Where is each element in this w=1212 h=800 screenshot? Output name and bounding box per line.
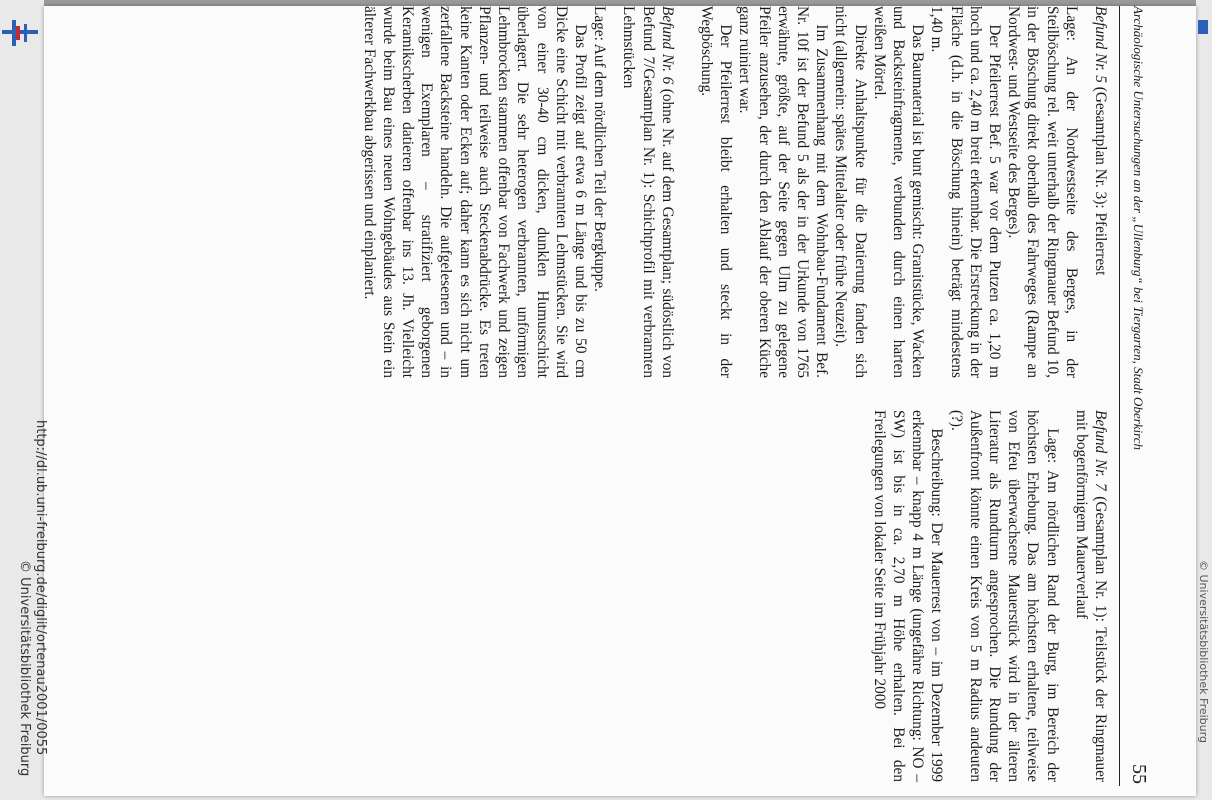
befund-5-paragraph-4: Direkte Anhaltspunkte für die Datierung fanden sich nicht (allgemein: spätes Mittelalter oder frühe Neuzeit). [832, 6, 869, 378]
page-content [56, 6, 1156, 786]
befund-5-label: Befund Nr. 5 [1092, 6, 1109, 83]
side-url-text: http://dl.ub.uni-freiburg.de/diglit/ortenau2001/0055 [33, 420, 48, 756]
befund-7-beschreibung: Beschreibung: Der Mauerrest von – im Dezember 1999 erkennbar – knapp 4 m Länge (ungefähre Richtung: NO – SW) ist bis in ca. 2,70 m Höhe erhalten. Bei den Freilegungen von lokaler Seite im Frühjahr 2000 [870, 410, 946, 782]
befund-5-title: (Gesamtplan Nr. 3): Pfeilerrest [1092, 82, 1109, 276]
befund-6-heading [619, 6, 677, 378]
left-column [359, 6, 1110, 378]
side-right-copyright: © Universitätsbibliothek Freiburg [1197, 560, 1210, 743]
page-header [1119, 6, 1156, 786]
befund-7-label: Befund Nr. 7 [1092, 410, 1109, 491]
side-copyright-text: © Universitätsbibliothek Freiburg [17, 560, 32, 777]
befund-6-lage: Lage: Auf dem nördlichen Teil der Bergkuppe. [591, 6, 609, 292]
befund-7-lage: Lage: Am nördlichen Rand der Burg, im Bereich der höchsten Erhebung. Das am höchsten erhaltene, teilweise von Efeu überwachsene Mauerstück wird in der älteren Literatur als Rundturm angesprochen. Die Rundung der Außenfront könnte einen Kreis von 5 m Radius andeuten (?). [947, 410, 1061, 782]
right-column [870, 410, 1110, 782]
befund-5-paragraph-2: Der Pfeilerrest Bef. 5 war vor dem Putzen ca. 1,20 m hoch und ca. 2,40 m breit erkennbar. Die Erstreckung in der Fläche (d.h. in die Böschung hinein) beträgt mindestens 1,40 m. [928, 6, 1003, 378]
befund-5-paragraph-5: Im Zusammenhang mit dem Wohnbau-Fundament Bef. Nr. 10f ist der Befund 5 als der in der Urkunde von 1765 erwähnte, größte, auf der Seite gegen Ulm zu gelegene Pfeiler anzusehen, der durch den Ablauf der oberen Küche ganz ruiniert war. [736, 6, 831, 378]
befund-6-paragraph-2: Das Profil zeigt auf etwa 6 m Länge und bis zu 50 cm Dicke eine Schicht mit verbrannten Lehmstücken. Sie wird von einer 30-40 cm dicken, dunklen Humusschicht überlagert. Die sehr heterogen verbrannten, unförmigen Lehmbrocken stammen offenbar von Fachwerk und zeigen Pflanzen- und teilweise auch Steckenabdrücke. Es treten keine Kanten oder Ecken auf; daher kann es sich nicht um zerfallene Backsteine handeln. Die aufgelesenen und – in wenigen Exemplaren – stratifiziert geborgenen Keramikscherben datieren offenbar ins 13. Jh. Vielleicht wurde beim Bau eines neuen Wohngebäudes aus Stein ein älterer Fachwerkbau abgerissen und einplaniert. [360, 6, 589, 378]
befund-6-title: (ohne Nr. auf dem Gesamtplan; südöstlich von Befund 7/Gesamtplan Nr. 1): Schichtprofil mit verbrannten Lehmstücken [620, 6, 676, 378]
running-head: Archäologische Untersuchungen an der „Ullenburg“ bei Tiergarten, Stadt Oberkirch [1131, 6, 1146, 450]
befund-6-label: Befund Nr. 6 [658, 6, 676, 85]
color-calibration-mark [2, 20, 38, 46]
page-number: 55 [1128, 764, 1150, 784]
befund-7-heading [1072, 410, 1110, 782]
befund-5-paragraph-6: Der Pfeilerrest bleibt erhalten und steckt in der Wegböschung. [697, 6, 735, 378]
befund-5-paragraph-3: Das Baumaterial ist bunt gemischt: Granitstücke, Wacken und Backsteinfragmente, verbunden durch einen harten weißen Mörtel. [870, 6, 927, 378]
befund-5-lage: Lage: An der Nordwestseite des Berges, in der Steilböschung rel. weit unterhalb der Ringmauer Befund 10, in der Böschung direkt oberhalb des Fahrweges (Rampe an Nordwest- und Westseite des Berges). [1005, 6, 1080, 378]
color-calibration-mark-right [1198, 20, 1208, 34]
befund-5-heading [1091, 6, 1110, 378]
befund-7-title: (Gesamtplan Nr. 1): Teilstück der Ringmauer mit bogenförmigem Mauerverlauf [1072, 410, 1109, 782]
